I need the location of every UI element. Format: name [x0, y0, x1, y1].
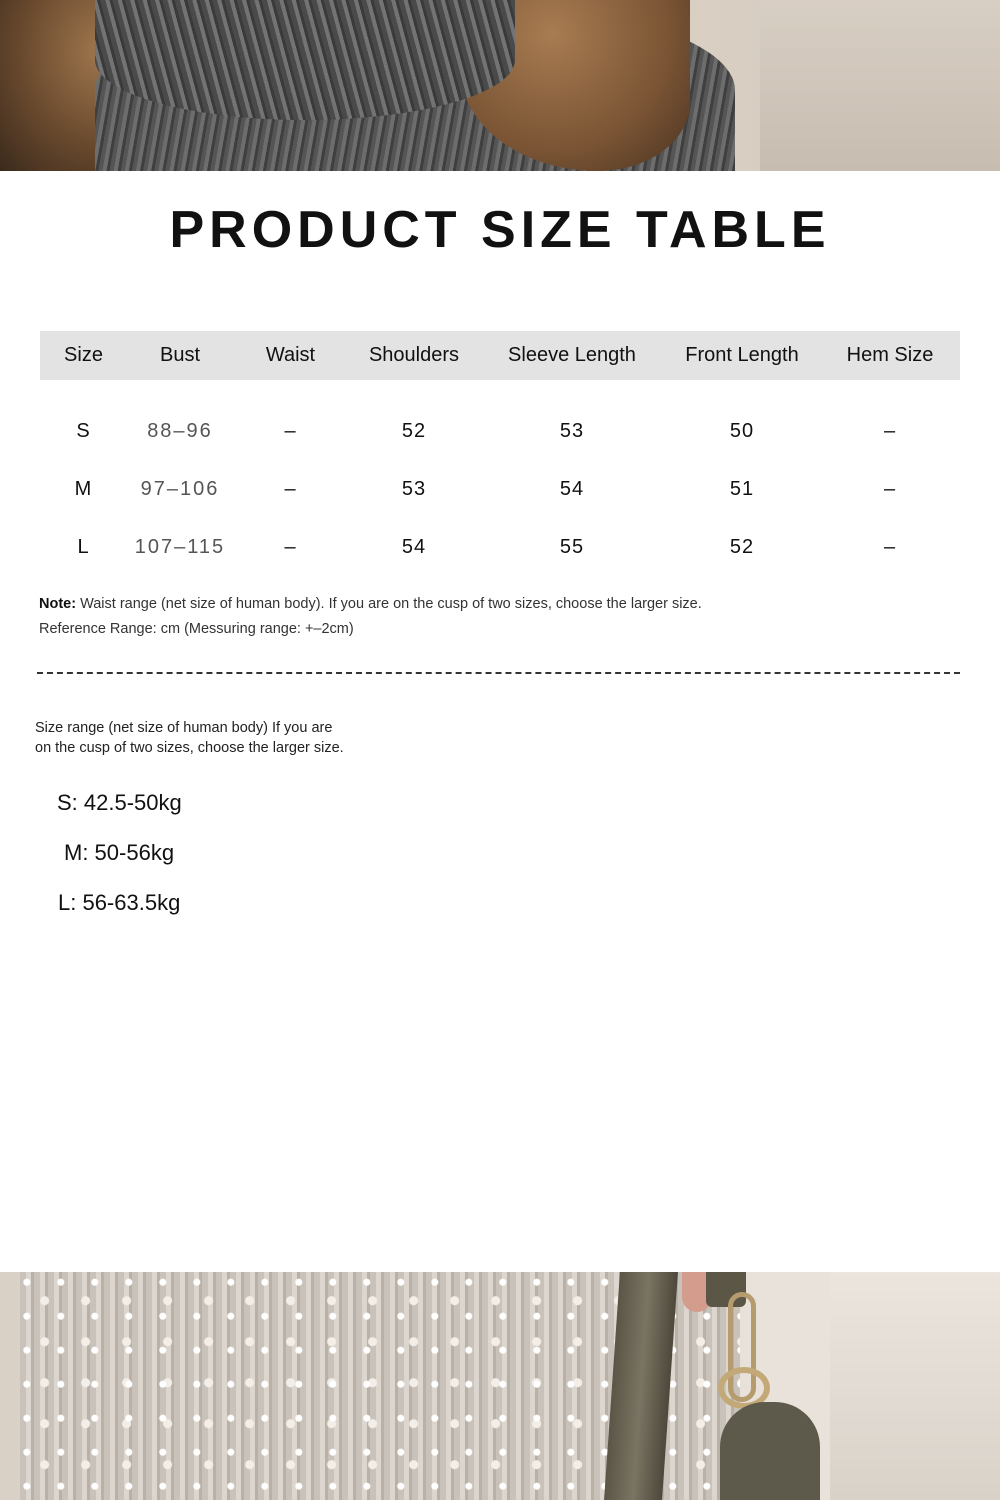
- table-row: [40, 518, 960, 576]
- cell-waist: –: [284, 419, 297, 442]
- note-label: Note:: [39, 596, 77, 612]
- cell-hem-size: –: [883, 535, 897, 558]
- table-header-row: [40, 331, 960, 380]
- cell-waist: –: [284, 535, 297, 558]
- cell-front-length: 50: [729, 419, 755, 442]
- cell-shoulders: 52: [401, 419, 427, 442]
- header-size: Size: [40, 331, 127, 380]
- table-row: [40, 380, 960, 460]
- size-range-line-1: Size range (net size of human body) If you are: [35, 720, 333, 736]
- cell-front-length: 51: [729, 477, 755, 500]
- dashed-divider: [37, 672, 960, 674]
- header-sleeve-length: Sleeve Length: [480, 331, 664, 380]
- cell-hem-size: –: [883, 419, 897, 442]
- cell-hem-size: –: [883, 477, 897, 500]
- weight-l: L: 56-63.5kg: [58, 890, 181, 915]
- size-range-description: [35, 718, 375, 758]
- cell-shoulders: 53: [401, 477, 427, 500]
- cell-bust: 107–115: [134, 535, 226, 558]
- size-range-line-2: on the cusp of two sizes, choose the larger size.: [35, 740, 344, 756]
- cell-front-length: 52: [729, 535, 755, 558]
- cell-bust: 97–106: [140, 477, 220, 500]
- size-table: [40, 331, 960, 576]
- header-hem-size: Hem Size: [820, 331, 960, 380]
- model-skirt-bag-photo: [0, 1272, 1000, 1500]
- cell-waist: –: [284, 477, 297, 500]
- note-body: Waist range (net size of human body). If you are on the cusp of two sizes, choose the larger size.: [76, 596, 702, 612]
- weight-m: M: 50-56kg: [64, 840, 175, 865]
- model-sweater-photo: [0, 0, 1000, 171]
- header-waist: Waist: [233, 331, 348, 380]
- weight-s: S: 42.5-50kg: [57, 790, 182, 815]
- header-front-length: Front Length: [664, 331, 820, 380]
- cell-size: S: [76, 419, 91, 442]
- note-text: [39, 596, 702, 612]
- cell-size: M: [74, 477, 93, 500]
- header-bust: Bust: [127, 331, 233, 380]
- table-row: [40, 460, 960, 518]
- cell-sleeve-length: 55: [559, 535, 585, 558]
- cell-sleeve-length: 54: [559, 477, 585, 500]
- cell-size: L: [77, 535, 90, 558]
- page-title: PRODUCT SIZE TABLE: [169, 201, 831, 259]
- cell-sleeve-length: 53: [559, 419, 585, 442]
- cell-shoulders: 54: [401, 535, 427, 558]
- header-shoulders: Shoulders: [348, 331, 480, 380]
- reference-range-text: Reference Range: cm (Messuring range: +–2cm): [39, 621, 354, 637]
- cell-bust: 88–96: [147, 419, 213, 442]
